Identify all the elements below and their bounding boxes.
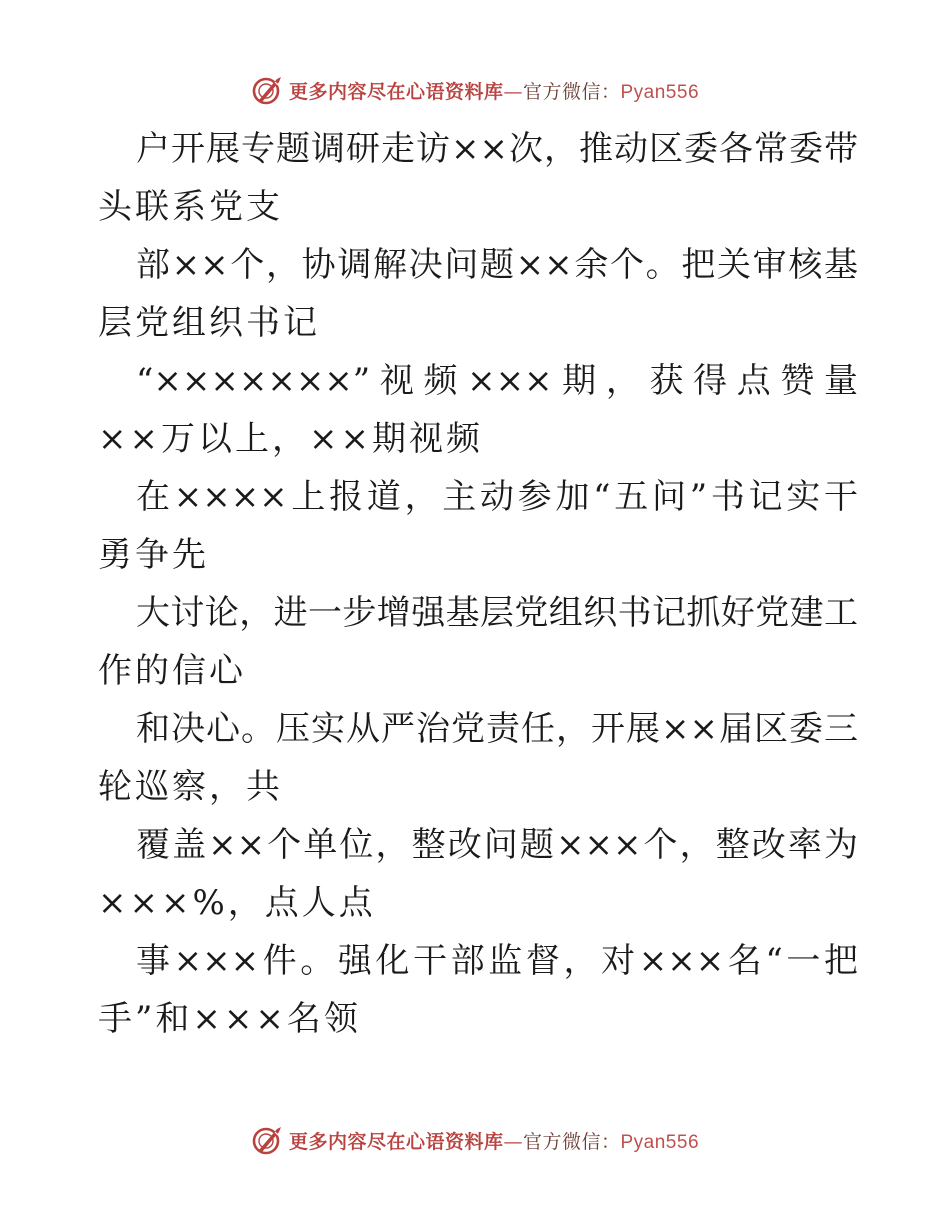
watermark-separator: —	[503, 1130, 523, 1153]
body-line: 手”和×××名领	[98, 999, 361, 1039]
watermark-wechat-id: Pyan556	[620, 1131, 700, 1153]
body-line: 作的信心	[98, 651, 246, 691]
body-line: ×××%，点人点	[98, 883, 376, 923]
body-line: 头联系党支	[98, 187, 283, 227]
watermark-text	[289, 77, 699, 104]
footer-watermark	[0, 1120, 950, 1160]
body-line: 轮巡察，共	[98, 767, 283, 807]
watermark-text	[289, 1127, 699, 1154]
body-line: 在××××上报道，主动参加“五问”书记实干	[136, 477, 858, 517]
document-body	[98, 120, 858, 1048]
body-line: 勇争先	[98, 535, 209, 575]
body-line: 户开展专题调研走访××次，推动区委各常委带	[136, 129, 858, 169]
body-line: 覆盖××个单位，整改问题×××个，整改率为	[136, 825, 858, 865]
quill-pen-circle-icon	[251, 1123, 285, 1157]
watermark-site-text: 更多内容尽在心语资料库	[288, 80, 504, 103]
body-line: 和决心。压实从严治党责任，开展××届区委三	[136, 709, 858, 749]
body-line: 部××个，协调解决问题××余个。把关审核基	[136, 245, 858, 285]
body-line: 层党组织书记	[98, 303, 320, 343]
watermark-separator: —	[503, 80, 523, 103]
body-line: ××万以上，××期视频	[98, 419, 483, 459]
body-line: 事×××件。强化干部监督，对×××名“一把	[136, 941, 858, 981]
body-line: 大讨论，进一步增强基层党组织书记抓好党建工	[136, 593, 858, 633]
body-line: “×××××××”视频×××期，获得点赞量	[136, 361, 858, 401]
quill-pen-circle-icon	[251, 73, 285, 107]
header-watermark	[0, 70, 950, 110]
watermark-site-text: 更多内容尽在心语资料库	[288, 1130, 504, 1153]
watermark-wechat-label: 官方微信：	[522, 80, 621, 103]
watermark-wechat-label: 官方微信：	[522, 1130, 621, 1153]
watermark-wechat-id: Pyan556	[620, 81, 700, 103]
